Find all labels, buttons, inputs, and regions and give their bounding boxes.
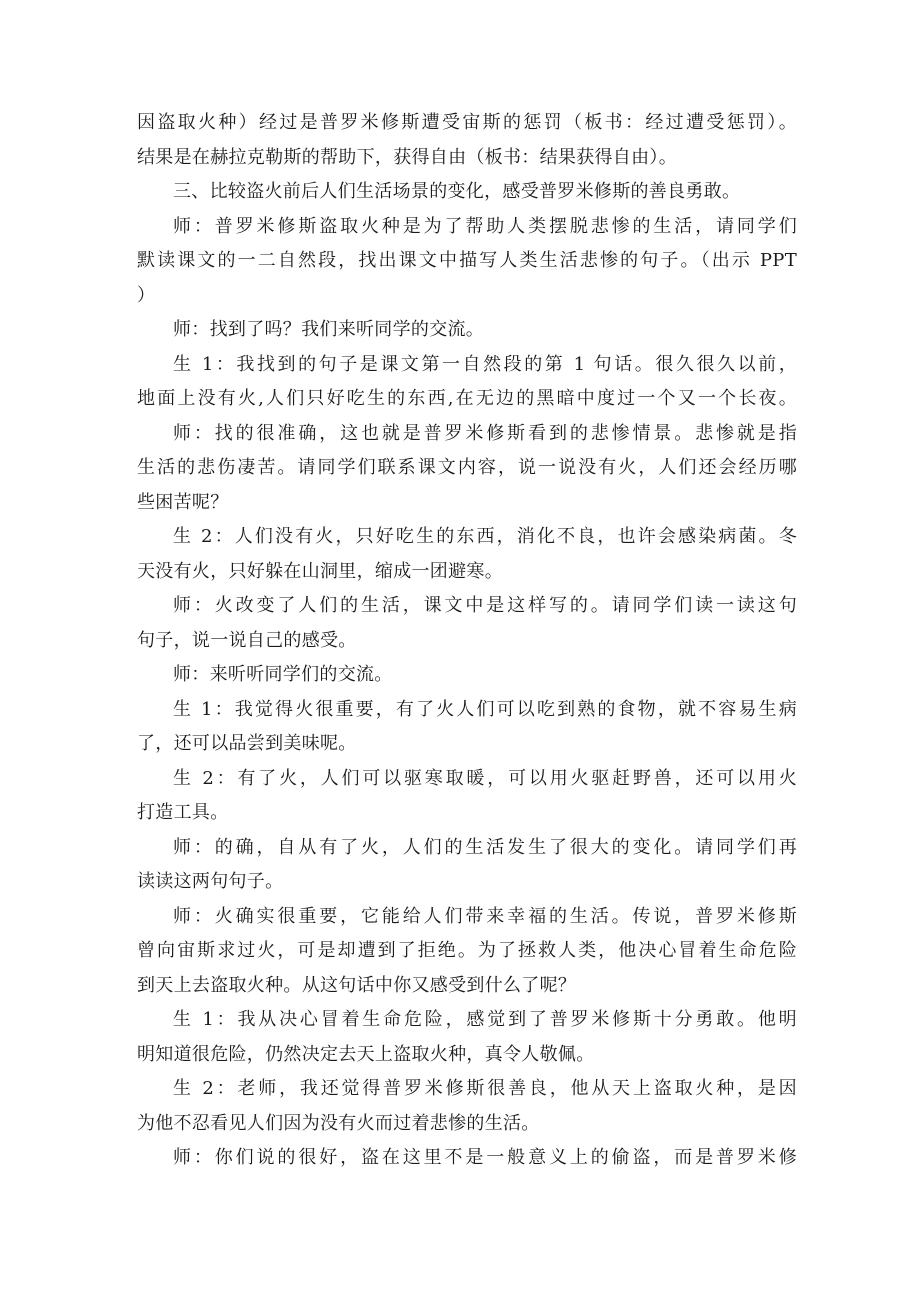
text-line: 了，还可以品尝到美味呢。 [137,733,357,754]
text-line: 师：的确，自从有了火，人们的生活发生了很大的变化。请同学们再 [173,836,797,858]
text-line: 些困苦呢？ [137,491,229,513]
text-line: 师：普罗米修斯盗取火种是为了帮助人类摆脱悲惨的生活，请同学们 [173,215,797,237]
text-line: 师：火改变了人们的生活，课文中是这样写的。请同学们读一读这句 [173,595,797,616]
text-line: 到天上去盗取火种。从这句话中你又感受到什么了呢？ [137,974,577,996]
text-line: 因盗取火种）经过是普罗米修斯遭受宙斯的惩罚（板书：经过遭受惩罚）。 [137,112,797,133]
text-line: 生 1：我觉得火很重要，有了火人们可以吃到熟的食物，就不容易生病 [173,698,797,720]
text-line: 为他不忍看见人们因为没有火而过着悲惨的生活。 [137,1112,540,1134]
text-line: 默读课文的一二自然段，找出课文中描写人类生活悲惨的句子。（出示 PPT [137,250,797,271]
text-line: 师：你们说的很好，盗在这里不是一般意义上的偷盗，而是普罗米修 [173,1147,797,1168]
text-line: ） [137,284,156,306]
text-line: 生 2：老师，我还觉得普罗米修斯很善良，他从天上盗取火种，是因 [173,1078,797,1099]
text-line: 打造工具。 [137,802,229,823]
text-line: 师：火确实很重要，它能给人们带来幸福的生活。传说，普罗米修斯 [173,905,797,927]
section-heading: 三、比较盗火前后人们生活场景的变化，感受普罗米修斯的善良勇敢。 [173,181,741,202]
text-line: 读读这两句句子。 [137,871,284,892]
text-line: 曾向宙斯求过火，可是却遭到了拒绝。为了拯救人类，他决心冒着生命危险 [137,940,797,961]
text-line: 师：找的很准确，这也就是普罗米修斯看到的悲惨情景。悲惨就是指 [173,422,797,444]
text-line: 生活的悲伤凄苦。请同学们联系课文内容，说一说没有火，人们还会经历哪 [137,457,797,478]
text-line: 师：找到了吗？我们来听同学的交流。 [173,319,485,340]
text-line: 生 1：我找到的句子是课文第一自然段的第 1 句话。很久很久以前， [173,353,797,375]
document-page [137,106,797,1176]
text-line: 生 2：有了火，人们可以驱寒取暖，可以用火驱赶野兽，还可以用火 [173,767,797,789]
text-line: 明知道很危险，仍然决定去天上盗取火种，真令人敬佩。 [137,1043,595,1065]
text-line: 师：来听听同学们的交流。 [173,664,393,685]
text-line: 句子，说一说自己的感受。 [137,629,357,651]
text-line: 天没有火，只好躲在山洞里，缩成一团避寒。 [137,560,503,582]
text-line: 生 1：我从决心冒着生命危险，感觉到了普罗米修斯十分勇敢。他明 [173,1009,797,1030]
text-line: 生 2：人们没有火，只好吃生的东西，消化不良，也许会感染病菌。冬 [173,526,797,547]
text-line: 地面上没有火,人们只好吃生的东西,在无边的黑暗中度过一个又一个长夜。 [137,388,797,409]
text-line: 结果是在赫拉克勒斯的帮助下，获得自由（板书：结果获得自由）。 [137,146,677,168]
